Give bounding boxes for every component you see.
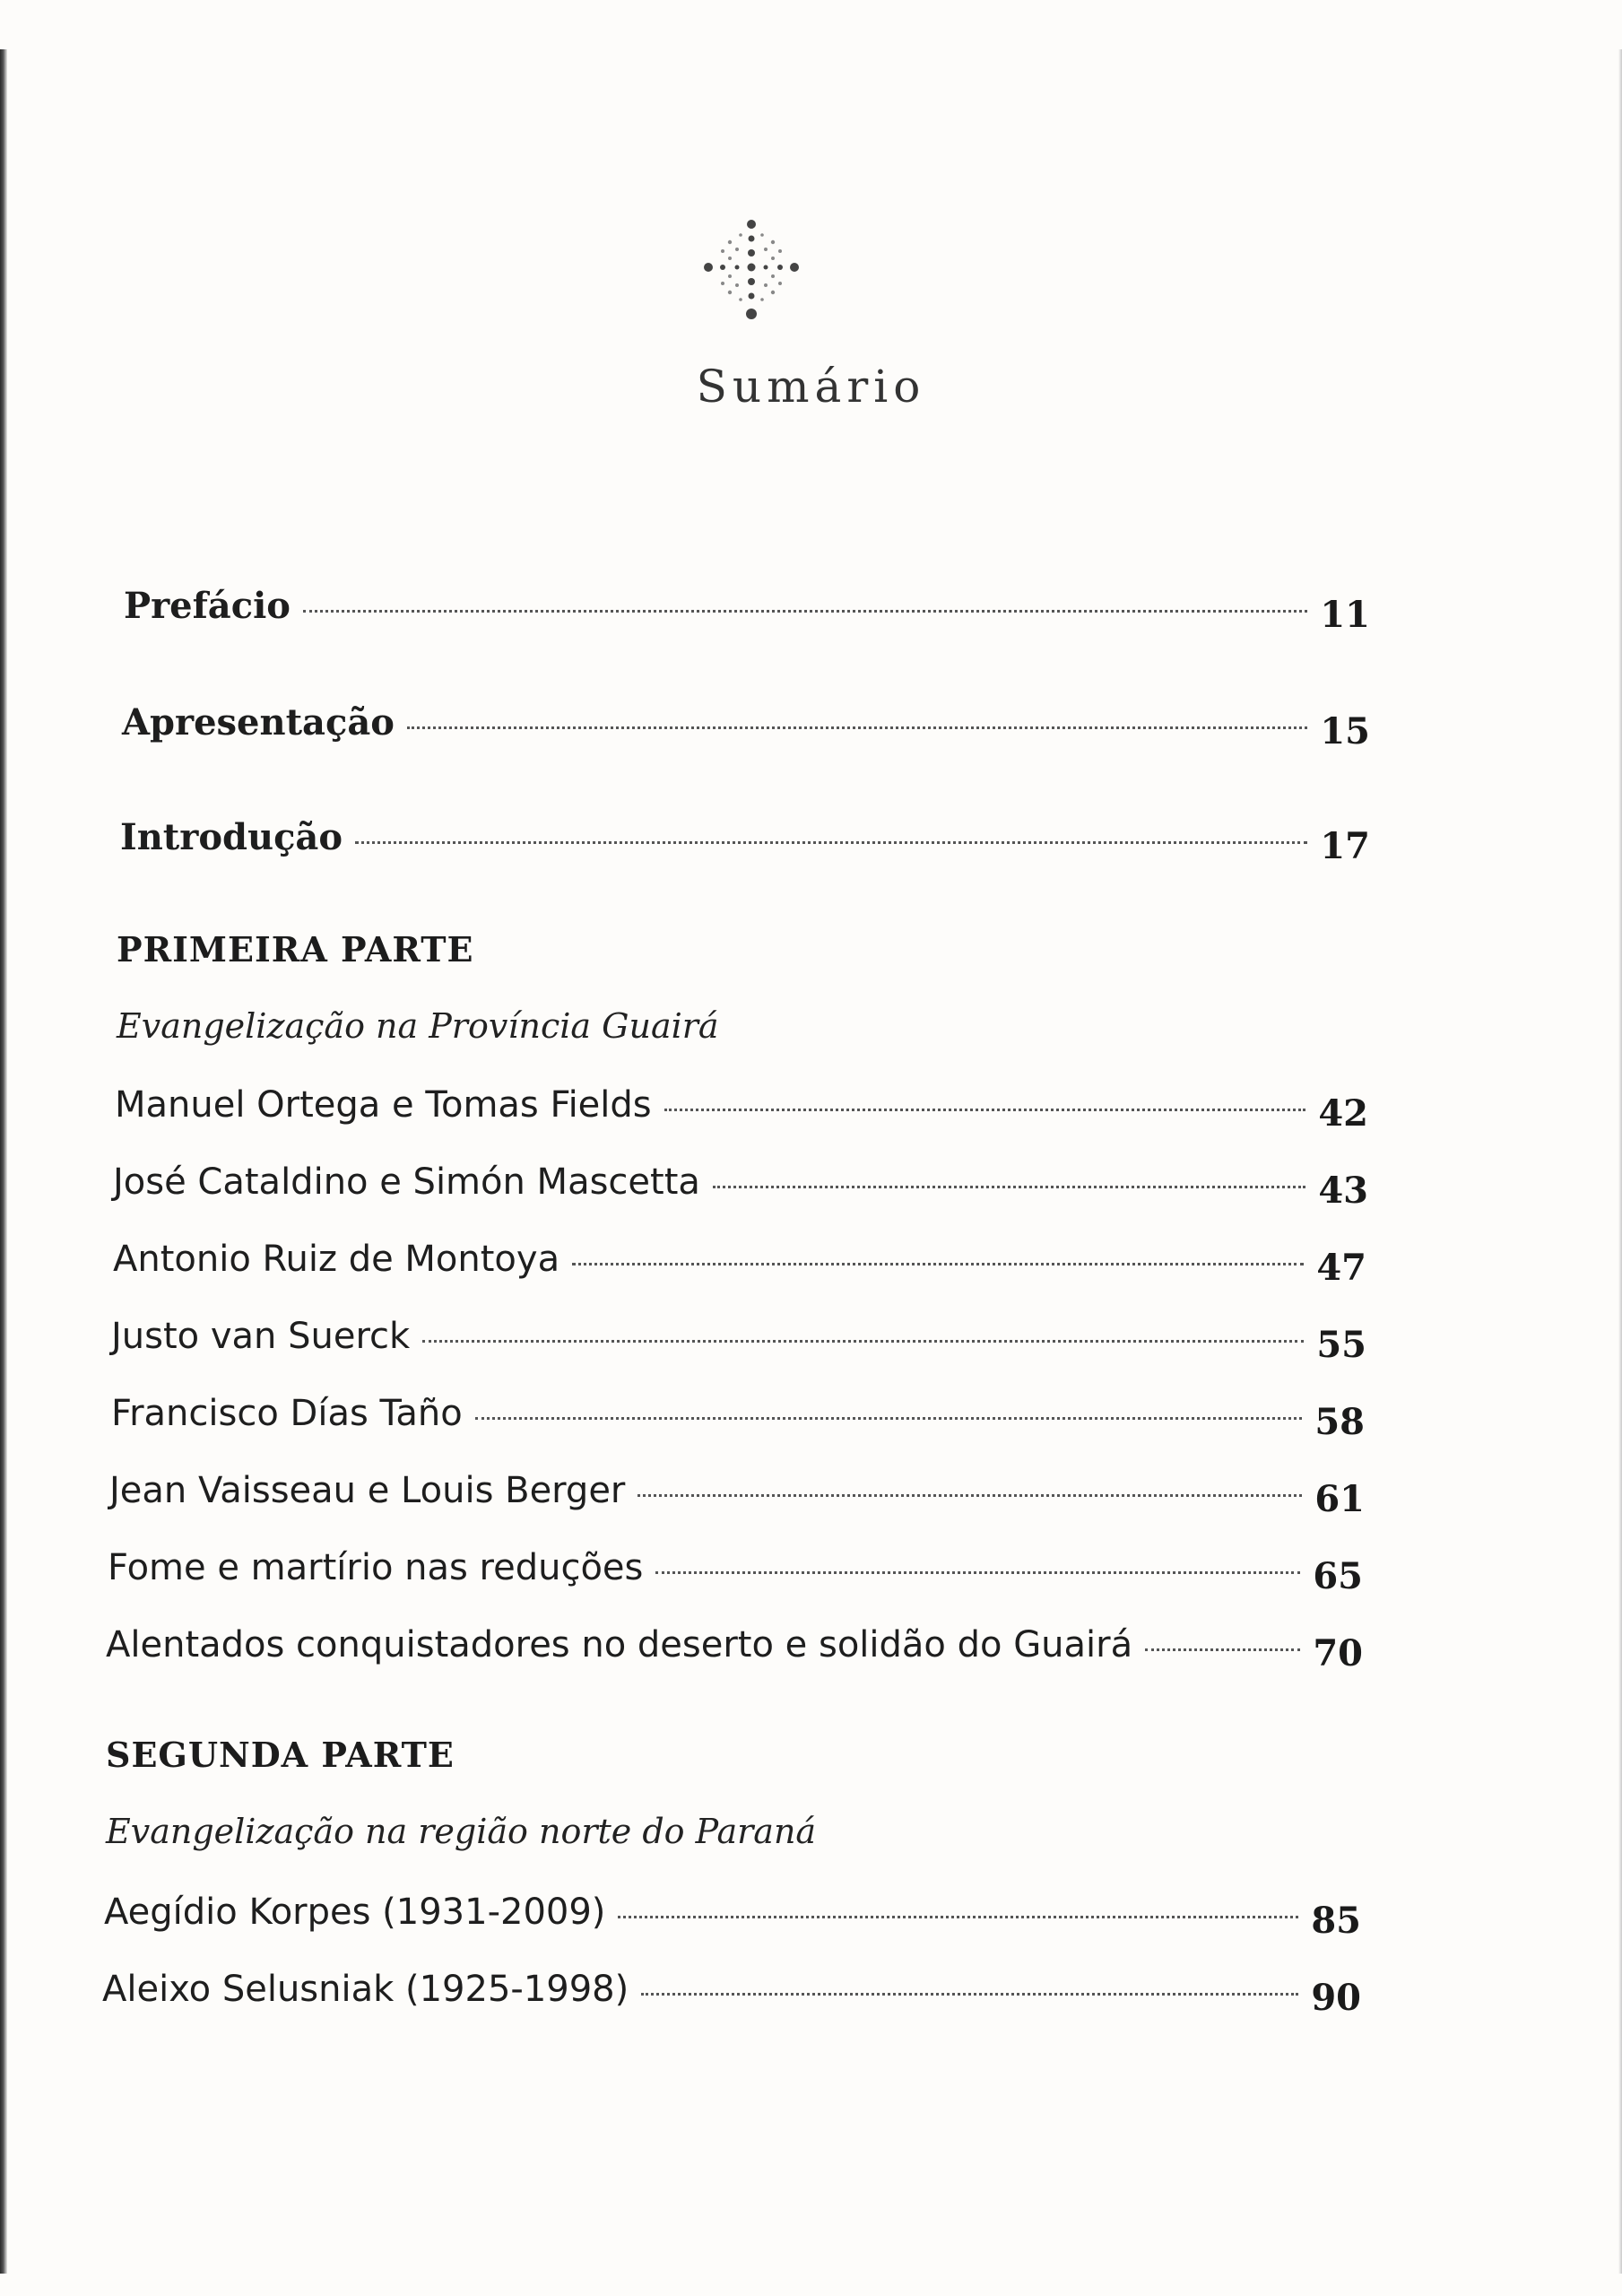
toc-entry[interactable]	[106, 1623, 1363, 1674]
dot-leader	[655, 1571, 1300, 1574]
toc-entry-page: 55	[1316, 1324, 1366, 1366]
toc-entry-prefacio[interactable]	[124, 585, 1370, 636]
toc-entry-introducao[interactable]	[120, 816, 1370, 867]
page-title: Sumário	[696, 361, 926, 413]
toc-entry-page: 17	[1320, 825, 1370, 867]
toc-entry[interactable]	[113, 1161, 1368, 1212]
toc-entry-page: 42	[1318, 1092, 1368, 1135]
toc-entry[interactable]	[115, 1083, 1368, 1135]
toc-entry-page: 47	[1316, 1247, 1366, 1289]
dot-leader	[475, 1417, 1302, 1420]
toc-entry-page: 11	[1320, 594, 1370, 636]
dot-leader	[1145, 1648, 1300, 1651]
toc-entry-page: 15	[1320, 710, 1370, 752]
toc-entry-label: Introdução	[120, 816, 343, 858]
toc-entry-page: 65	[1313, 1555, 1363, 1597]
toc-entry[interactable]	[102, 1968, 1361, 2019]
toc-entry[interactable]	[108, 1546, 1363, 1597]
toc-entry[interactable]	[104, 1891, 1361, 1942]
toc-entry-page: 85	[1311, 1900, 1361, 1942]
toc-entry-page: 58	[1314, 1401, 1365, 1443]
toc-entry-page: 61	[1314, 1478, 1365, 1520]
toc-entry[interactable]	[109, 1469, 1365, 1520]
toc-entry[interactable]	[111, 1392, 1365, 1443]
toc-entry-label: Manuel Ortega e Tomas Fields	[115, 1084, 652, 1126]
toc-entry-label: Apresentação	[122, 701, 395, 744]
toc-entry-label: Aleixo Selusniak (1925-1998)	[102, 1969, 629, 2010]
toc-entry-label: Alentados conquistadores no deserto e solidão do Guairá	[106, 1624, 1133, 1665]
toc-entry-apresentacao[interactable]	[122, 701, 1370, 752]
toc-entry-label: Antonio Ruiz de Montoya	[113, 1239, 560, 1280]
toc-entry-page: 90	[1311, 1977, 1361, 2019]
dot-leader	[638, 1494, 1302, 1497]
toc-entry-label: Aegídio Korpes (1931-2009)	[104, 1892, 606, 1933]
dot-leader	[664, 1109, 1305, 1111]
part-subtitle-segunda: Evangelização na região norte do Paraná	[106, 1812, 817, 1851]
part-heading-segunda: SEGUNDA PARTE	[106, 1735, 455, 1775]
part-heading-primeira: PRIMEIRA PARTE	[117, 929, 474, 970]
toc-entry-label: Fome e martírio nas reduções	[108, 1547, 644, 1588]
toc-entry-page: 70	[1313, 1632, 1363, 1674]
part-subtitle-primeira: Evangelização na Província Guairá	[117, 1006, 719, 1046]
dot-leader	[572, 1263, 1304, 1265]
toc-entry[interactable]	[111, 1315, 1366, 1366]
dot-leader	[355, 841, 1307, 844]
dot-leader	[303, 610, 1307, 613]
dot-leader	[713, 1186, 1305, 1188]
toc-entry-label: Jean Vaisseau e Louis Berger	[109, 1470, 626, 1511]
dot-leader	[407, 726, 1307, 729]
toc-entry-label: Prefácio	[124, 585, 291, 627]
toc-entry-page: 43	[1318, 1170, 1368, 1212]
dot-leader	[641, 1993, 1298, 1996]
toc-entry[interactable]	[113, 1238, 1366, 1289]
toc-entry-label: Justo van Suerck	[111, 1316, 411, 1357]
dot-leader	[422, 1340, 1304, 1343]
toc-entry-label: Francisco Días Taño	[111, 1393, 463, 1434]
dot-leader	[618, 1916, 1298, 1918]
toc-entry-label: José Cataldino e Simón Mascetta	[113, 1161, 700, 1203]
